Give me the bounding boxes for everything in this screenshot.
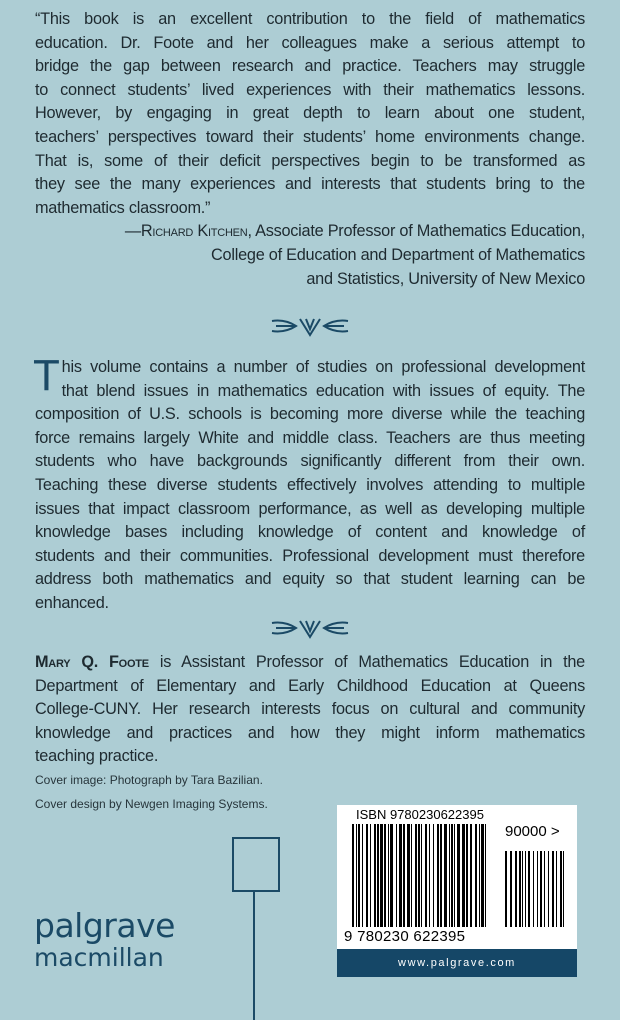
isbn-digits: 9 780230 622395	[344, 928, 466, 945]
addon-bar	[552, 851, 554, 927]
addon-bar	[548, 851, 549, 927]
cover-design-credit: Cover design by Newgen Imaging Systems.	[35, 797, 268, 811]
description-line: address both mathematics and equity so that student learning can be	[35, 570, 585, 589]
quote-line: That is, some of their deficit perspectives begin to be transformed as	[35, 151, 585, 170]
addon-bar	[540, 851, 542, 927]
addon-bar	[525, 851, 526, 927]
barcode-bar	[429, 824, 430, 927]
cover-image-credit: Cover image: Photograph by Tara Bazilian.	[35, 773, 263, 787]
author-bio	[35, 651, 585, 769]
barcode-bar	[425, 824, 427, 927]
quote-line: education. Dr. Foote and her colleagues make a serious attempt to	[35, 33, 585, 52]
addon-bar	[522, 851, 523, 927]
barcode-bar	[374, 824, 376, 927]
description-line: enhanced.	[35, 593, 109, 612]
barcode	[337, 805, 577, 977]
attribution-line: and Statistics, University of New Mexico	[306, 269, 585, 288]
addon-bar	[537, 851, 538, 927]
attribution-name: —Richard Kitchen	[124, 222, 248, 241]
barcode-bar	[433, 824, 434, 927]
publisher-url: www.palgrave.com	[337, 949, 577, 977]
addon-bar	[544, 851, 545, 927]
addon-bar	[519, 851, 521, 927]
author-name: Mary Q. Foote	[35, 653, 149, 671]
ornament-divider-icon	[270, 315, 350, 337]
addon-bar	[528, 851, 530, 927]
decorative-square	[232, 837, 280, 892]
addon-bar	[560, 851, 562, 927]
barcode-bar	[388, 824, 389, 927]
barcode-bar	[440, 824, 442, 927]
barcode-bar	[470, 824, 472, 927]
barcode-bar	[358, 824, 360, 927]
barcode-bar	[403, 824, 405, 927]
barcode-bar	[421, 824, 422, 927]
addon-bar	[515, 851, 517, 927]
addon-bar	[556, 851, 557, 927]
barcode-bar	[384, 824, 386, 927]
addon-bar	[533, 851, 534, 927]
description-line: that blend issues in mathematics education with issues of equity. The	[61, 381, 585, 400]
barcode-bar	[485, 824, 486, 927]
endorsement-quote	[35, 8, 585, 291]
barcode-bar	[415, 824, 417, 927]
barcode-bar	[380, 824, 383, 927]
barcode-bar	[411, 824, 412, 927]
attribution-title: , Associate Professor of Mathematics Education,	[247, 222, 585, 241]
description-line: issues that impact classroom performance, as well as developing multiple	[35, 499, 585, 518]
bio-line: teaching practice.	[35, 747, 159, 766]
barcode-bar	[370, 824, 371, 927]
barcode-bar	[418, 824, 420, 927]
description-line: students who have backgrounds significantly different from their own.	[35, 452, 585, 471]
barcode-bar	[454, 824, 455, 927]
logo-palgrave: palgrave	[34, 906, 175, 945]
description-text: his volume contains a number of studies on professional development	[61, 358, 585, 376]
barcode-bar	[362, 824, 363, 927]
description-line: composition of U.S. schools is becoming more diverse while the teaching	[35, 405, 585, 424]
barcode-bar	[444, 824, 447, 927]
quote-line: bridge the gap between research and practice. Teachers may struggle	[35, 57, 585, 76]
barcode-bar	[479, 824, 480, 927]
logo-macmillan: macmillan	[34, 943, 164, 972]
quote-line: mathematics classroom.”	[35, 198, 211, 217]
barcode-bar	[377, 824, 379, 927]
barcode-bar	[366, 824, 368, 927]
barcode-bar	[462, 824, 465, 927]
quote-line: However, by engaging in great depth to learn about one student,	[35, 104, 585, 123]
bio-line: College-CUNY. Her research interests focus on cultural and community	[35, 700, 585, 719]
barcode-bar	[451, 824, 453, 927]
barcode-bar	[356, 824, 357, 927]
addon-bar	[563, 851, 564, 927]
bio-text: is Assistant Professor of Mathematics Education in the	[148, 653, 585, 671]
addon-bar	[505, 851, 507, 927]
description-line: students and their communities. Professional development must therefore	[35, 546, 585, 565]
publisher-logo	[34, 908, 175, 972]
bio-line	[35, 651, 585, 675]
isbn-label: ISBN 9780230622395	[356, 807, 484, 822]
barcode-bar	[481, 824, 484, 927]
quote-line: they see the many experiences and interests that students bring to the	[35, 175, 585, 194]
barcode-bar	[457, 824, 460, 927]
description-line: force remains largely White and middle class. Teachers are thus meeting	[35, 428, 585, 447]
barcode-bar	[390, 824, 393, 927]
ornament-divider-icon	[270, 617, 350, 639]
barcode-bars	[352, 824, 567, 927]
attribution-line	[35, 220, 585, 244]
barcode-bar	[399, 824, 402, 927]
barcode-bar	[475, 824, 477, 927]
description-line: Teaching these diverse students effectively involves attending to multiple	[35, 475, 585, 494]
quote-line: to connect students’ lived experiences with their mathematics lessons.	[35, 80, 585, 99]
quote-line: “This book is an excellent contribution to the field of mathematics	[35, 10, 585, 28]
barcode-bar	[449, 824, 450, 927]
barcode-bar	[396, 824, 397, 927]
description	[33, 351, 585, 616]
barcode-bar	[352, 824, 354, 927]
barcode-bar	[437, 824, 439, 927]
decorative-line	[253, 890, 255, 1020]
drop-cap: T	[33, 351, 60, 400]
bio-line: Department of Elementary and Early Childhood Education at Queens	[35, 676, 585, 695]
addon-bar	[510, 851, 512, 927]
bio-line: knowledge and practices and how they might inform mathematics	[35, 723, 585, 742]
attribution-line: College of Education and Department of Mathematics	[211, 245, 585, 264]
description-line: knowledge bases including knowledge of content and knowledge of	[35, 523, 585, 542]
barcode-bar	[466, 824, 468, 927]
barcode-bar	[407, 824, 410, 927]
quote-line: teachers’ perspectives toward their students’ home environments change.	[35, 127, 585, 146]
price-addon: 90000 >	[505, 823, 560, 840]
